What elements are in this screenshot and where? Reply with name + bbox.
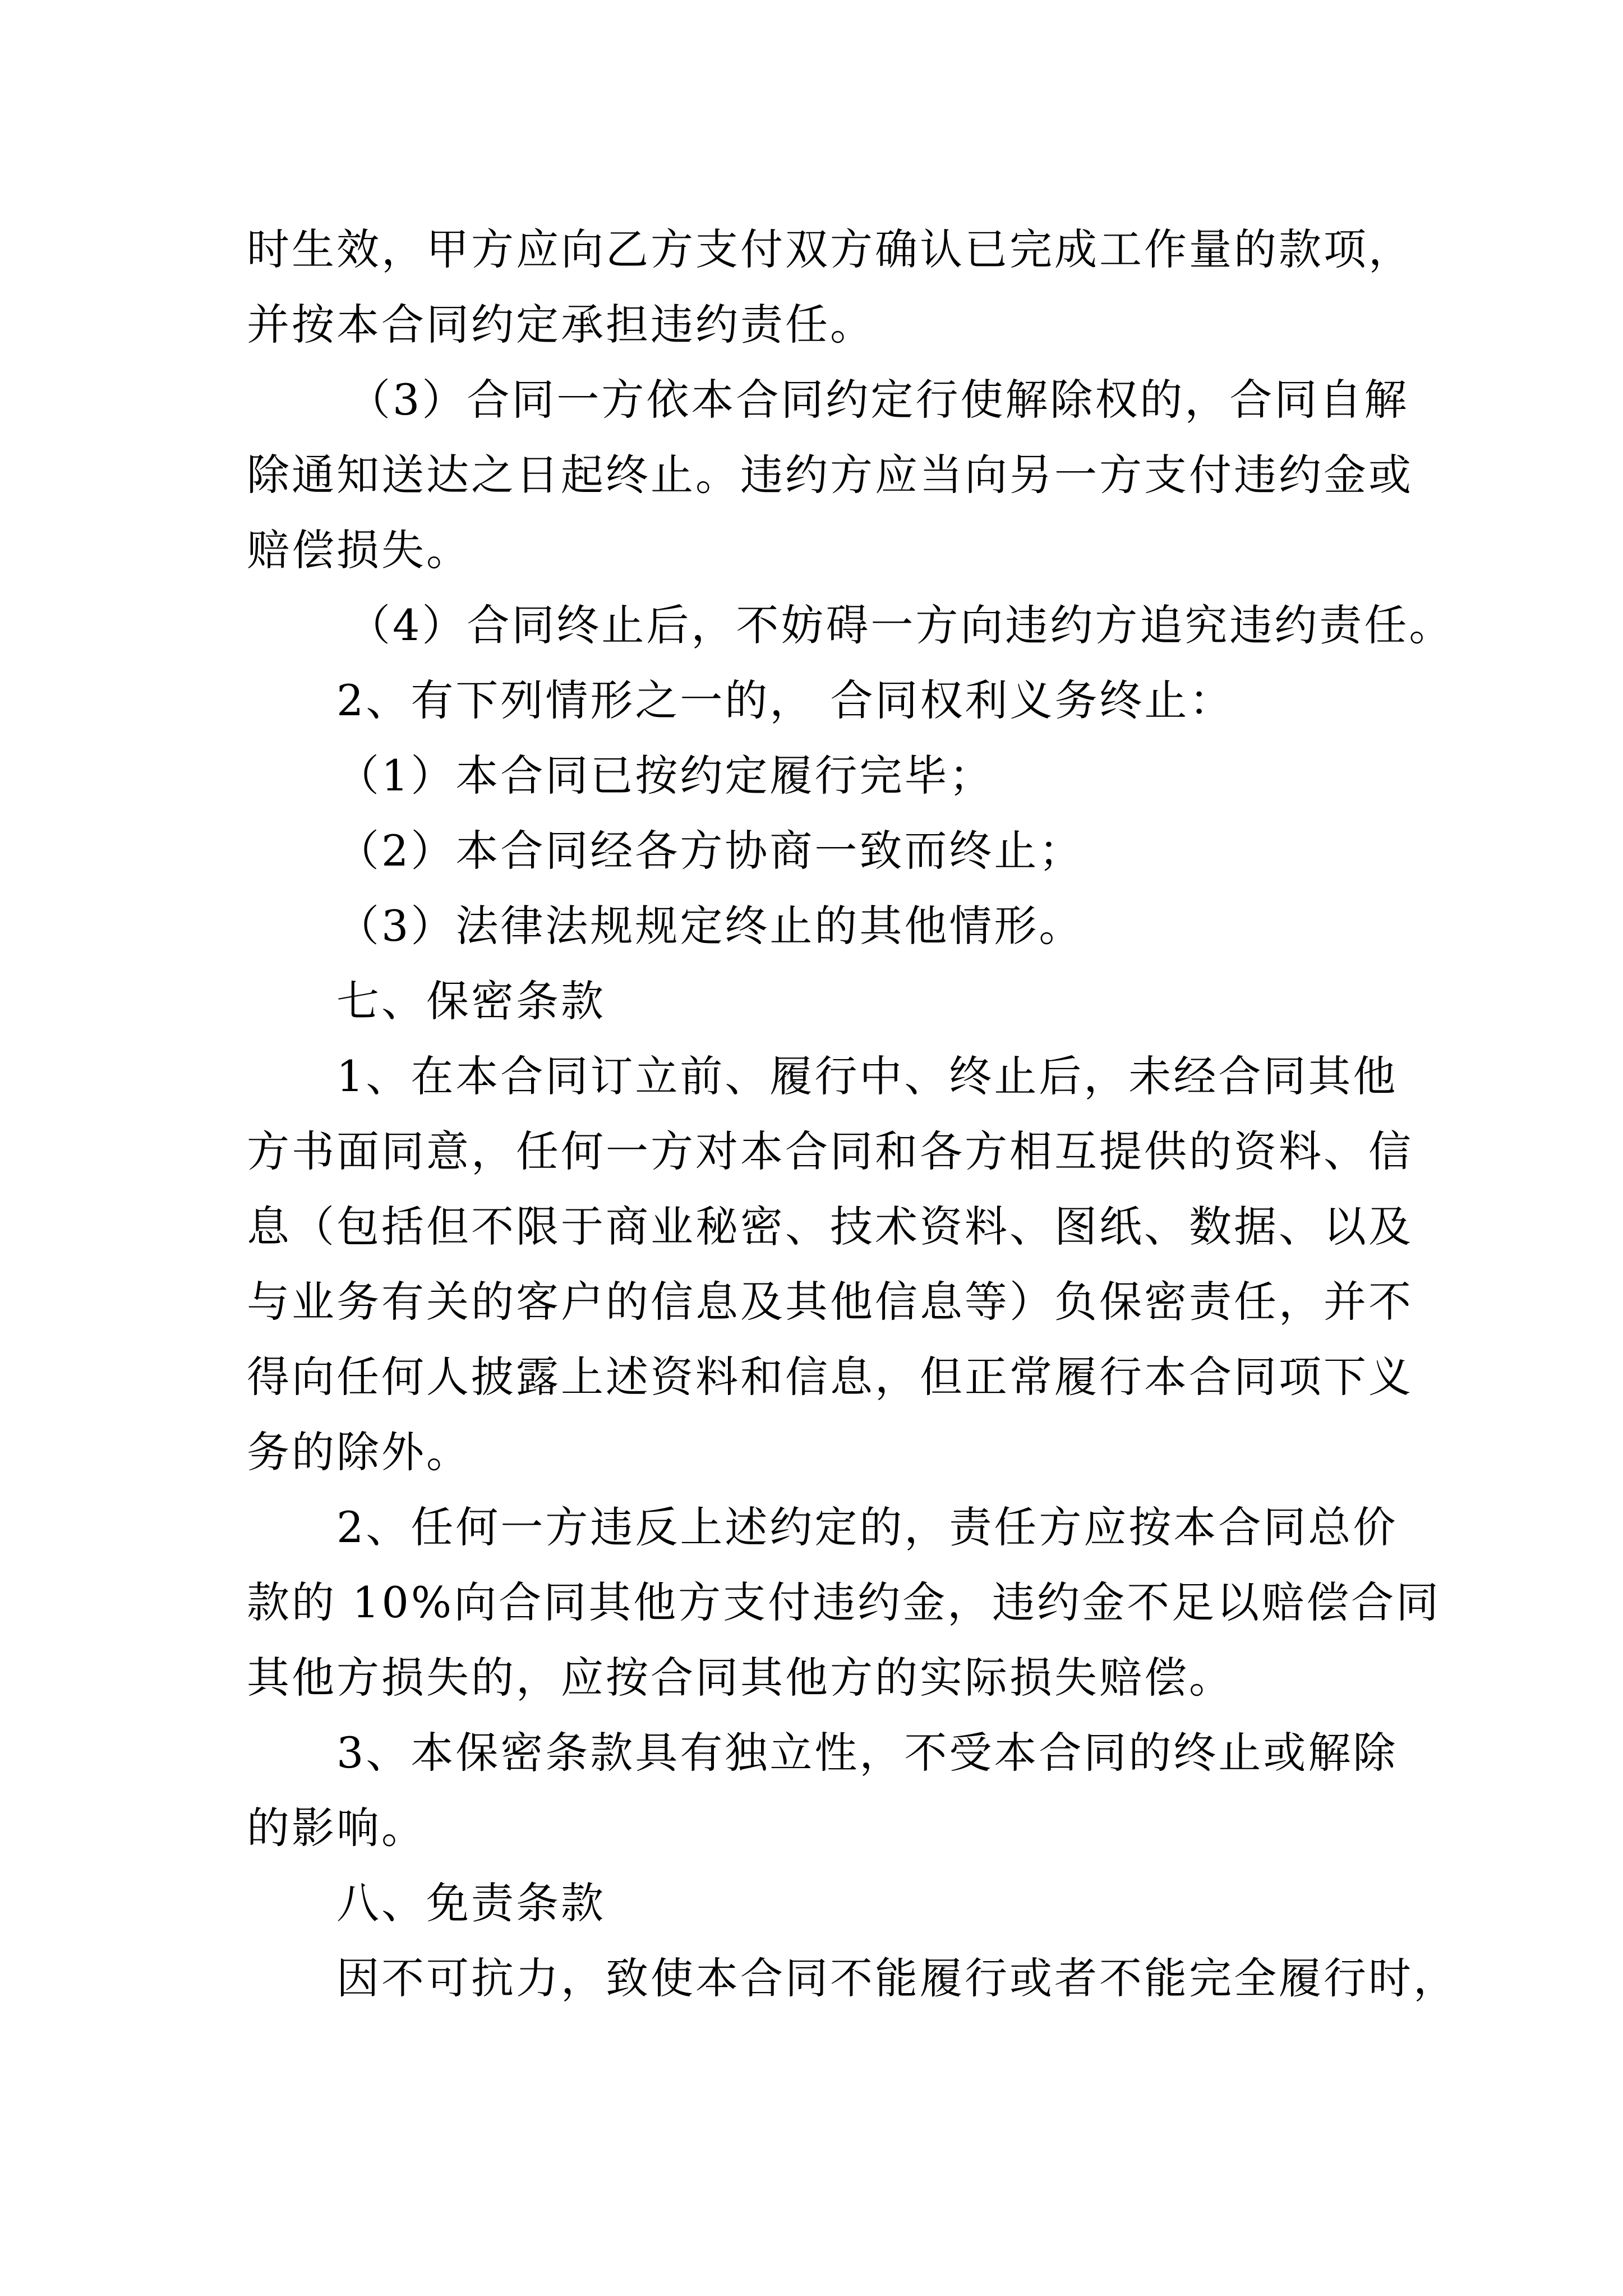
paragraph-line: 赔偿损失。 <box>247 525 471 575</box>
paragraph-line: 方书面同意，任何一方对本合同和各方相互提供的资料、信 <box>247 1126 1413 1176</box>
paragraph-line: 款的 10%向合同其他方支付违约金，违约金不足以赔偿合同 <box>247 1577 1441 1627</box>
paragraph-line: 2、有下列情形之一的， 合同权利义务终止： <box>336 675 1234 725</box>
list-item: （1）本合同已按约定履行完毕； <box>336 751 994 800</box>
paragraph-line: 2、任何一方违反上述约定的，责任方应按本合同总价 <box>336 1502 1398 1552</box>
paragraph-line: 其他方损失的，应按合同其他方的实际损失赔偿。 <box>247 1653 1234 1703</box>
paragraph-line: 务的除外。 <box>247 1427 471 1477</box>
paragraph-line: 与业务有关的客户的信息及其他信息等）负保密责任，并不 <box>247 1277 1413 1327</box>
list-item: （2）本合同经各方协商一致而终止； <box>336 826 1084 876</box>
paragraph-line: （4）合同终止后，不妨碍一方向违约方追究违约责任。 <box>348 600 1454 650</box>
paragraph-line: 1、在本合同订立前、履行中、终止后，未经合同其他 <box>336 1051 1398 1101</box>
section-heading: 八、免责条款 <box>336 1878 606 1928</box>
paragraph-line: 时生效，甲方应向乙方支付双方确认已完成工作量的款项， <box>247 224 1413 274</box>
paragraph-line: 并按本合同约定承担违约责任。 <box>247 300 875 349</box>
paragraph-line: 得向任何人披露上述资料和信息，但正常履行本合同项下义 <box>247 1352 1413 1402</box>
paragraph-line: 息（包括但不限于商业秘密、技术资料、图纸、数据、以及 <box>247 1202 1413 1251</box>
list-item: （3）法律法规规定终止的其他情形。 <box>336 901 1084 951</box>
paragraph-line: （3）合同一方依本合同约定行使解除权的，合同自解 <box>348 375 1409 425</box>
paragraph-line: 的影响。 <box>247 1803 426 1853</box>
paragraph-line: 因不可抗力，致使本合同不能履行或者不能完全履行时， <box>336 1953 1458 2003</box>
paragraph-line: 除通知送达之日起终止。违约方应当向另一方支付违约金或 <box>247 450 1413 500</box>
paragraph-line: 3、本保密条款具有独立性，不受本合同的终止或解除 <box>336 1728 1398 1778</box>
section-heading: 七、保密条款 <box>336 976 606 1026</box>
